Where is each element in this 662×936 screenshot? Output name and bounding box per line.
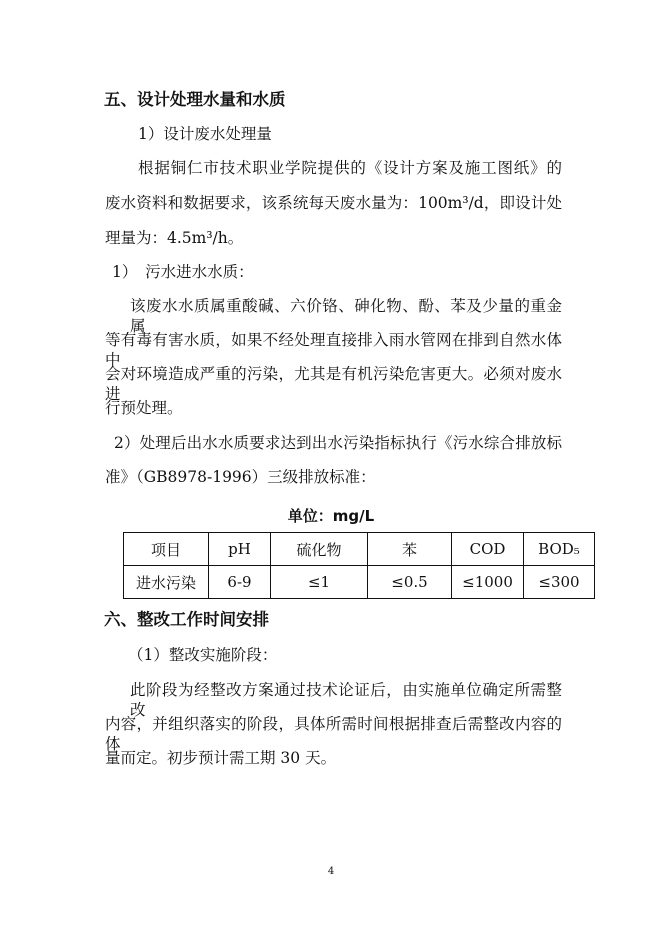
subheading-inflow-quality: 1） 污水进水水质： <box>112 263 254 281</box>
subheading-design-volume: 1）设计废水处理量 <box>138 125 272 143</box>
paragraph-line: 准》（GB8978-1996）三级排放标准： <box>105 468 376 486</box>
paragraph-line: 等有毒有害水质，如果不经处理直接排入雨水管网在排到自然水体中 <box>105 331 562 369</box>
table-cell: 6-9 <box>209 566 271 599</box>
paragraph-line: 根据铜仁市技术职业学院提供的《设计方案及施工图纸》的 <box>138 159 562 177</box>
paragraph-line: 行预处理。 <box>105 399 183 417</box>
subheading-implementation: （1）整改实施阶段： <box>128 646 278 664</box>
paragraph-line: 该废水水质属重酸碱、六价铬、砷化物、酚、苯及少量的重金属 <box>130 297 562 335</box>
paragraph-line: 此阶段为经整改方案通过技术论证后，由实施单位确定所需整改 <box>130 681 562 719</box>
table-cell: ≤0.5 <box>368 566 452 599</box>
table-header-cell: 硫化物 <box>271 533 368 566</box>
table-header-row <box>124 533 595 566</box>
table-row <box>124 566 595 599</box>
table-cell: ≤1000 <box>452 566 524 599</box>
table-caption: 单位：mg/L <box>287 507 375 525</box>
table-header-cell: 项目 <box>124 533 209 566</box>
table-header-cell: 苯 <box>368 533 452 566</box>
paragraph-line: 2）处理后出水水质要求达到出水污染指标执行《污水综合排放标 <box>114 434 562 452</box>
water-quality-table <box>123 532 595 599</box>
table-cell: 进水污染 <box>124 566 209 599</box>
paragraph-line: 会对环境造成严重的污染，尤其是有机污染危害更大。必须对废水进 <box>105 365 562 403</box>
section-5-heading: 五、设计处理水量和水质 <box>104 90 286 109</box>
paragraph-line: 内容，并组织落实的阶段，具体所需时间根据排查后需整改内容的体 <box>105 715 562 753</box>
paragraph-line: 量而定。初步预计需工期 30 天。 <box>105 749 337 767</box>
table-cell: ≤1 <box>271 566 368 599</box>
page-number: 4 <box>327 866 335 877</box>
paragraph-line: 理量为：4.5m³/h。 <box>105 229 244 247</box>
table-header-cell: pH <box>209 533 271 566</box>
table-header-cell: BOD₅ <box>524 533 595 566</box>
section-6-heading: 六、整改工作时间安排 <box>104 610 269 629</box>
table-header-cell: COD <box>452 533 524 566</box>
paragraph-line: 废水资料和数据要求，该系统每天废水量为：100m³/d，即设计处 <box>105 194 562 212</box>
table-cell: ≤300 <box>524 566 595 599</box>
